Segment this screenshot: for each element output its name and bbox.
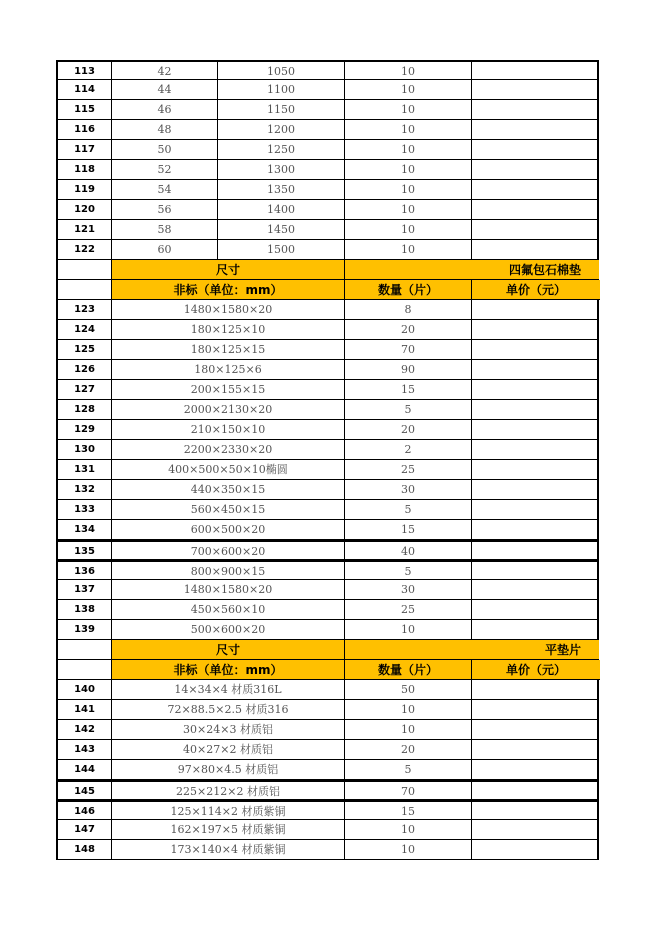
quantity-cell[interactable]: 2 xyxy=(345,440,472,460)
table-row xyxy=(56,580,599,600)
spec-cell[interactable]: 162×197×5 材质紫铜 xyxy=(112,820,345,840)
row-number-cell: 145 xyxy=(56,780,112,800)
dimension-b-cell[interactable]: 1300 xyxy=(218,160,345,180)
spec-cell[interactable]: 225×212×2 材质铝 xyxy=(112,780,345,800)
size-label-header: 尺寸 xyxy=(112,640,345,660)
spec-cell[interactable]: 40×27×2 材质铝 xyxy=(112,740,345,760)
spec-cell[interactable]: 560×450×15 xyxy=(112,500,345,520)
dimension-a-cell[interactable]: 44 xyxy=(112,80,218,100)
spec-column-header: 非标（单位：mm） xyxy=(112,660,345,680)
table-row xyxy=(56,820,599,840)
table-row xyxy=(56,400,599,420)
spec-cell[interactable]: 97×80×4.5 材质铝 xyxy=(112,760,345,780)
spec-cell[interactable]: 173×140×4 材质紫铜 xyxy=(112,840,345,860)
table-row xyxy=(56,120,599,140)
row-number-cell: 132 xyxy=(56,480,112,500)
section-header-row xyxy=(56,260,599,280)
row-number-cell: 142 xyxy=(56,720,112,740)
dimension-b-cell[interactable]: 1500 xyxy=(218,240,345,260)
unit-price-cell[interactable] xyxy=(472,300,599,320)
quantity-cell[interactable]: 10 xyxy=(345,200,472,220)
quantity-column-header: 数量（片） xyxy=(345,280,472,300)
quantity-cell[interactable]: 15 xyxy=(345,520,472,540)
row-number-cell: 115 xyxy=(56,100,112,120)
spec-cell[interactable]: 180×125×6 xyxy=(112,360,345,380)
row-number-cell: 131 xyxy=(56,460,112,480)
unit-price-cell[interactable] xyxy=(472,220,599,240)
quantity-cell[interactable]: 20 xyxy=(345,740,472,760)
table-row xyxy=(56,200,599,220)
table-row xyxy=(56,840,599,860)
spec-cell[interactable]: 125×114×2 材质紫铜 xyxy=(112,800,345,820)
unit-price-cell[interactable] xyxy=(472,180,599,200)
quantity-cell[interactable]: 5 xyxy=(345,760,472,780)
table-row xyxy=(56,620,599,640)
quantity-cell[interactable]: 10 xyxy=(345,220,472,240)
quantity-cell[interactable]: 15 xyxy=(345,380,472,400)
dimension-b-cell[interactable]: 1400 xyxy=(218,200,345,220)
row-number-cell: 134 xyxy=(56,520,112,540)
unit-price-cell[interactable] xyxy=(472,420,599,440)
column-header-row xyxy=(56,280,599,300)
table-row xyxy=(56,500,599,520)
dimension-b-cell[interactable]: 1250 xyxy=(218,140,345,160)
row-number-cell: 120 xyxy=(56,200,112,220)
row-number-cell: 141 xyxy=(56,700,112,720)
dimension-a-cell[interactable]: 58 xyxy=(112,220,218,240)
unit-price-cell[interactable] xyxy=(472,520,599,540)
quantity-cell[interactable]: 5 xyxy=(345,400,472,420)
dimension-a-cell[interactable]: 56 xyxy=(112,200,218,220)
row-number-cell: 137 xyxy=(56,580,112,600)
row-number-cell: 146 xyxy=(56,800,112,820)
blank-cell xyxy=(56,280,112,300)
row-number-cell: 130 xyxy=(56,440,112,460)
quantity-cell[interactable]: 10 xyxy=(345,160,472,180)
row-number-cell: 136 xyxy=(56,560,112,580)
table-row xyxy=(56,220,599,240)
unit-price-cell[interactable] xyxy=(472,780,599,800)
dimension-a-cell[interactable]: 46 xyxy=(112,100,218,120)
row-number-cell: 148 xyxy=(56,840,112,860)
quantity-cell[interactable]: 10 xyxy=(345,120,472,140)
row-number-cell: 122 xyxy=(56,240,112,260)
unit-price-cell[interactable] xyxy=(472,340,599,360)
unit-price-cell[interactable] xyxy=(472,760,599,780)
column-header-row xyxy=(56,660,599,680)
blank-cell xyxy=(56,660,112,680)
quantity-cell[interactable]: 25 xyxy=(345,460,472,480)
row-number-cell: 133 xyxy=(56,500,112,520)
table-row xyxy=(56,700,599,720)
unit-price-cell[interactable] xyxy=(472,560,599,580)
row-number-cell: 121 xyxy=(56,220,112,240)
quantity-cell[interactable]: 10 xyxy=(345,840,472,860)
unit-price-cell[interactable] xyxy=(472,620,599,640)
row-number-cell: 129 xyxy=(56,420,112,440)
unit-price-cell[interactable] xyxy=(472,400,599,420)
row-number-cell: 125 xyxy=(56,340,112,360)
unit-price-cell[interactable] xyxy=(472,320,599,340)
table-row xyxy=(56,140,599,160)
quantity-cell[interactable]: 40 xyxy=(345,540,472,560)
spec-cell[interactable]: 2000×2130×20 xyxy=(112,400,345,420)
table-row xyxy=(56,440,599,460)
row-number-cell: 147 xyxy=(56,820,112,840)
quantity-cell[interactable]: 8 xyxy=(345,300,472,320)
row-number-cell: 118 xyxy=(56,160,112,180)
unit-price-cell[interactable] xyxy=(472,460,599,480)
spec-cell[interactable]: 600×500×20 xyxy=(112,520,345,540)
row-number-cell: 117 xyxy=(56,140,112,160)
table-row xyxy=(56,360,599,380)
dimension-a-cell[interactable]: 60 xyxy=(112,240,218,260)
row-number-cell: 123 xyxy=(56,300,112,320)
spec-cell[interactable]: 700×600×20 xyxy=(112,540,345,560)
category-title-header: 四氟包石棉垫 xyxy=(345,260,599,280)
table-row xyxy=(56,720,599,740)
row-number-cell: 114 xyxy=(56,80,112,100)
dimension-b-cell[interactable]: 1200 xyxy=(218,120,345,140)
quantity-cell[interactable]: 50 xyxy=(345,680,472,700)
row-number-cell: 119 xyxy=(56,180,112,200)
quantity-cell[interactable]: 10 xyxy=(345,620,472,640)
unit-price-cell[interactable] xyxy=(472,60,599,80)
table-row xyxy=(56,160,599,180)
unit-price-cell[interactable] xyxy=(472,360,599,380)
spec-cell[interactable]: 180×125×10 xyxy=(112,320,345,340)
spec-cell[interactable]: 210×150×10 xyxy=(112,420,345,440)
quantity-cell[interactable]: 10 xyxy=(345,100,472,120)
spec-cell[interactable]: 1480×1580×20 xyxy=(112,300,345,320)
unit-price-cell[interactable] xyxy=(472,480,599,500)
table-row xyxy=(56,460,599,480)
row-number-cell: 135 xyxy=(56,540,112,560)
row-number-cell: 116 xyxy=(56,120,112,140)
spec-cell[interactable]: 500×600×20 xyxy=(112,620,345,640)
row-number-cell: 128 xyxy=(56,400,112,420)
blank-cell xyxy=(56,640,112,660)
row-number-cell: 127 xyxy=(56,380,112,400)
quantity-cell[interactable]: 10 xyxy=(345,60,472,80)
quantity-cell[interactable]: 30 xyxy=(345,480,472,500)
quantity-cell[interactable]: 20 xyxy=(345,320,472,340)
spec-cell[interactable]: 440×350×15 xyxy=(112,480,345,500)
dimension-a-cell[interactable]: 52 xyxy=(112,160,218,180)
size-label-header: 尺寸 xyxy=(112,260,345,280)
unit-price-cell[interactable] xyxy=(472,700,599,720)
quantity-cell[interactable]: 10 xyxy=(345,720,472,740)
unit-price-cell[interactable] xyxy=(472,160,599,180)
table-row xyxy=(56,760,599,780)
row-number-cell: 113 xyxy=(56,60,112,80)
table-row xyxy=(56,100,599,120)
quantity-cell[interactable]: 10 xyxy=(345,180,472,200)
spec-cell[interactable]: 1480×1580×20 xyxy=(112,580,345,600)
unit-price-cell[interactable] xyxy=(472,580,599,600)
quantity-cell[interactable]: 30 xyxy=(345,580,472,600)
table-row xyxy=(56,740,599,760)
dimension-b-cell[interactable]: 1350 xyxy=(218,180,345,200)
unit-price-cell[interactable] xyxy=(472,380,599,400)
unit-price-cell[interactable] xyxy=(472,500,599,520)
row-number-cell: 143 xyxy=(56,740,112,760)
dimension-b-cell[interactable]: 1100 xyxy=(218,80,345,100)
quantity-cell[interactable]: 10 xyxy=(345,80,472,100)
unit-price-cell[interactable] xyxy=(472,800,599,820)
table-row xyxy=(56,540,599,560)
quantity-cell[interactable]: 10 xyxy=(345,140,472,160)
quantity-cell[interactable]: 25 xyxy=(345,600,472,620)
spec-cell[interactable]: 30×24×3 材质铝 xyxy=(112,720,345,740)
dimension-a-cell[interactable]: 42 xyxy=(112,60,218,80)
quantity-cell[interactable]: 10 xyxy=(345,240,472,260)
dimension-a-cell[interactable]: 54 xyxy=(112,180,218,200)
quantity-cell[interactable]: 5 xyxy=(345,560,472,580)
quantity-cell[interactable]: 70 xyxy=(345,340,472,360)
quantity-cell[interactable]: 70 xyxy=(345,780,472,800)
table-row xyxy=(56,600,599,620)
quantity-cell[interactable]: 90 xyxy=(345,360,472,380)
spec-cell[interactable]: 180×125×15 xyxy=(112,340,345,360)
table-row xyxy=(56,180,599,200)
unit-price-column-header: 单价（元） xyxy=(472,660,600,680)
unit-price-cell[interactable] xyxy=(472,80,599,100)
table-row xyxy=(56,420,599,440)
table-row xyxy=(56,320,599,340)
row-number-cell: 138 xyxy=(56,600,112,620)
unit-price-cell[interactable] xyxy=(472,740,599,760)
quantity-cell[interactable]: 10 xyxy=(345,700,472,720)
spreadsheet xyxy=(56,60,599,860)
spec-cell[interactable]: 2200×2330×20 xyxy=(112,440,345,460)
spec-cell[interactable]: 14×34×4 材质316L xyxy=(112,680,345,700)
unit-price-column-header: 单价（元） xyxy=(472,280,600,300)
spec-cell[interactable]: 800×900×15 xyxy=(112,560,345,580)
dimension-b-cell[interactable]: 1150 xyxy=(218,100,345,120)
table-row xyxy=(56,520,599,540)
spec-cell[interactable]: 200×155×15 xyxy=(112,380,345,400)
table-row xyxy=(56,380,599,400)
table-row xyxy=(56,480,599,500)
dimension-a-cell[interactable]: 50 xyxy=(112,140,218,160)
unit-price-cell[interactable] xyxy=(472,440,599,460)
table-row xyxy=(56,780,599,800)
unit-price-cell[interactable] xyxy=(472,240,599,260)
unit-price-cell[interactable] xyxy=(472,120,599,140)
category-title-header: 平垫片 xyxy=(345,640,599,660)
table-row xyxy=(56,80,599,100)
section-header-row xyxy=(56,640,599,660)
quantity-column-header: 数量（片） xyxy=(345,660,472,680)
unit-price-cell[interactable] xyxy=(472,820,599,840)
quantity-cell[interactable]: 15 xyxy=(345,800,472,820)
dimension-b-cell[interactable]: 1450 xyxy=(218,220,345,240)
row-number-cell: 144 xyxy=(56,760,112,780)
row-number-cell: 140 xyxy=(56,680,112,700)
dimension-a-cell[interactable]: 48 xyxy=(112,120,218,140)
unit-price-cell[interactable] xyxy=(472,600,599,620)
row-number-cell: 139 xyxy=(56,620,112,640)
table-row xyxy=(56,300,599,320)
unit-price-cell[interactable] xyxy=(472,200,599,220)
blank-cell xyxy=(56,260,112,280)
quantity-cell[interactable]: 20 xyxy=(345,420,472,440)
unit-price-cell[interactable] xyxy=(472,100,599,120)
unit-price-cell[interactable] xyxy=(472,840,599,860)
unit-price-cell[interactable] xyxy=(472,720,599,740)
table-row xyxy=(56,680,599,700)
spec-cell[interactable]: 72×88.5×2.5 材质316 xyxy=(112,700,345,720)
unit-price-cell[interactable] xyxy=(472,540,599,560)
spec-column-header: 非标（单位：mm） xyxy=(112,280,345,300)
table-row xyxy=(56,340,599,360)
unit-price-cell[interactable] xyxy=(472,140,599,160)
table-row xyxy=(56,60,599,80)
table-row xyxy=(56,240,599,260)
spec-cell[interactable]: 400×500×50×10椭圆 xyxy=(112,460,345,480)
quantity-cell[interactable]: 5 xyxy=(345,500,472,520)
unit-price-cell[interactable] xyxy=(472,680,599,700)
table-row xyxy=(56,800,599,820)
dimension-b-cell[interactable]: 1050 xyxy=(218,60,345,80)
row-number-cell: 126 xyxy=(56,360,112,380)
spec-cell[interactable]: 450×560×10 xyxy=(112,600,345,620)
row-number-cell: 124 xyxy=(56,320,112,340)
table-row xyxy=(56,560,599,580)
quantity-cell[interactable]: 10 xyxy=(345,820,472,840)
